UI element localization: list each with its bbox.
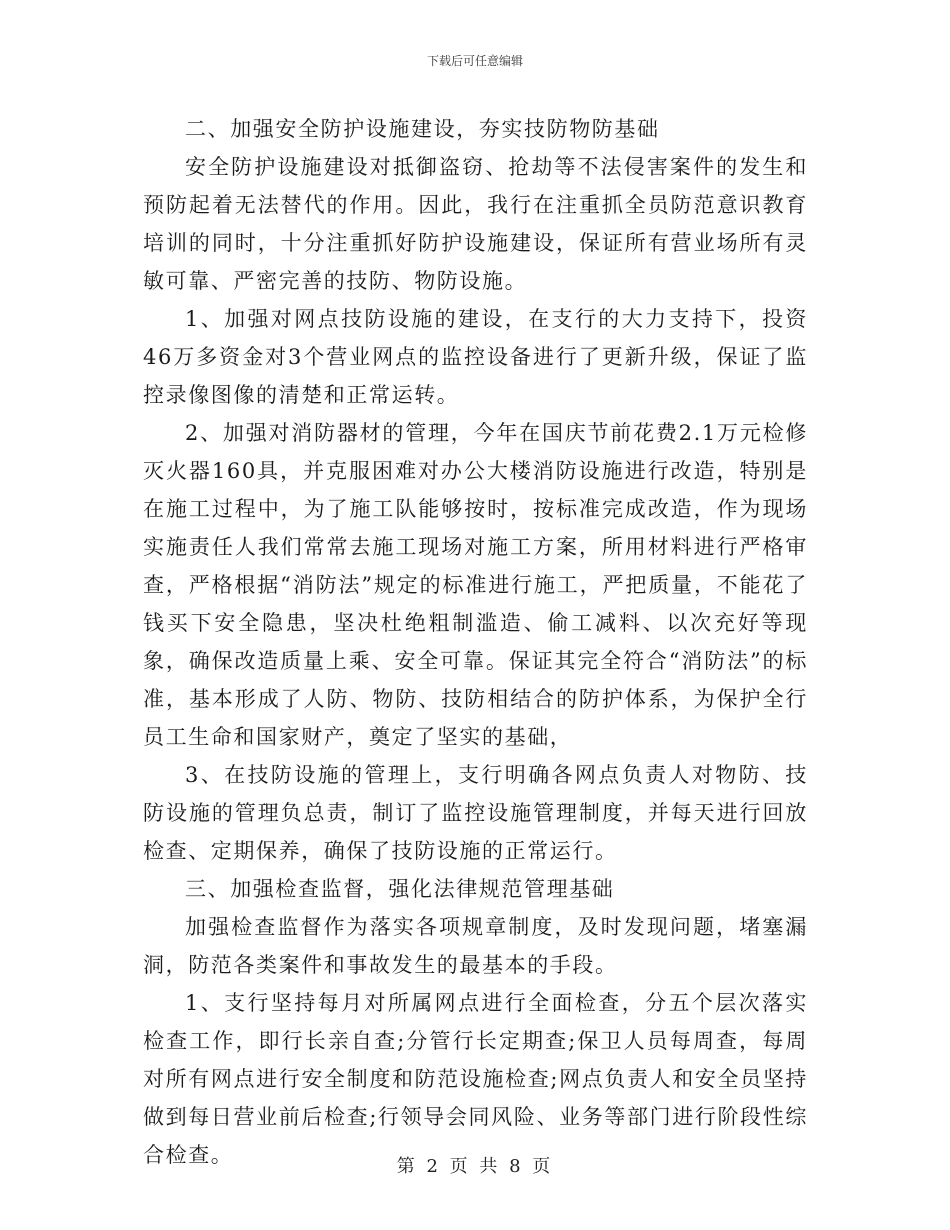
paragraph-item-3: 3、在技防设施的管理上，支行明确各网点负责人对物防、技防设施的管理负总责，制订了监控设施管理制度，并每天进行回放检查、定期保养，确保了技防设施的正常运行。 [143, 763, 808, 863]
paragraph-inspection-intro: 加强检查监督作为落实各项规章制度，及时发现问题，堵塞漏洞，防范各类案件和事故发生的最基本的手段。 [143, 915, 808, 977]
page-header: 下载后可任意编辑 [426, 54, 523, 68]
paragraph-intro: 安全防护设施建设对抵御盗窃、抢劫等不法侵害案件的发生和预防起着无法替代的作用。因此，我行在注重抓全员防范意识教育培训的同时，十分注重抓好防护设施建设，保证所有营业场所有灵敏可靠、严密完善的技防、物防设施。 [143, 155, 808, 293]
page-number-footer: 第 2 页 共 8 页 [396, 1156, 554, 1177]
document-body [143, 110, 808, 1174]
paragraph-item-2: 2、加强对消防器材的管理，今年在国庆节前花费2.1万元检修灭火器160具，并克服困难对办公大楼消防设施进行改造，特别是在施工过程中，为了施工队能够按时，按标准完成改造，作为现场实施责任人我们常常去施工现场对施工方案，所用材料进行严格审查，严格根据“消防法”规定的标准进行施工，严把质量，不能花了钱买下安全隐患，坚决杜绝粗制滥造、偷工减料、以次充好等现象，确保改造质量上乘、安全可靠。保证其完全符合“消防法”的标准，基本形成了人防、物防、技防相结合的防护体系，为保护全行员工生命和国家财产，奠定了坚实的基础， [143, 421, 808, 749]
section-heading-3: 三、加强检查监督，强化法律规范管理基础 [185, 877, 615, 901]
paragraph-item-1: 1、加强对网点技防设施的建设，在支行的大力支持下，投资46万多资金对3个营业网点的监控设备进行了更新升级，保证了监控录像图像的清楚和正常运转。 [143, 307, 808, 407]
paragraph-inspection-item-1: 1、支行坚持每月对所属网点进行全面检查，分五个层次落实检查工作，即行长亲自查;分管行长定期查;保卫人员每周查，每周对所有网点进行安全制度和防范设施检查;网点负责人和安全员坚持做到每日营业前后检查;行领导会同风险、业务等部门进行阶段性综合检查。 [143, 991, 808, 1167]
section-heading-2: 二、加强安全防护设施建设，夯实技防物防基础 [185, 117, 660, 141]
